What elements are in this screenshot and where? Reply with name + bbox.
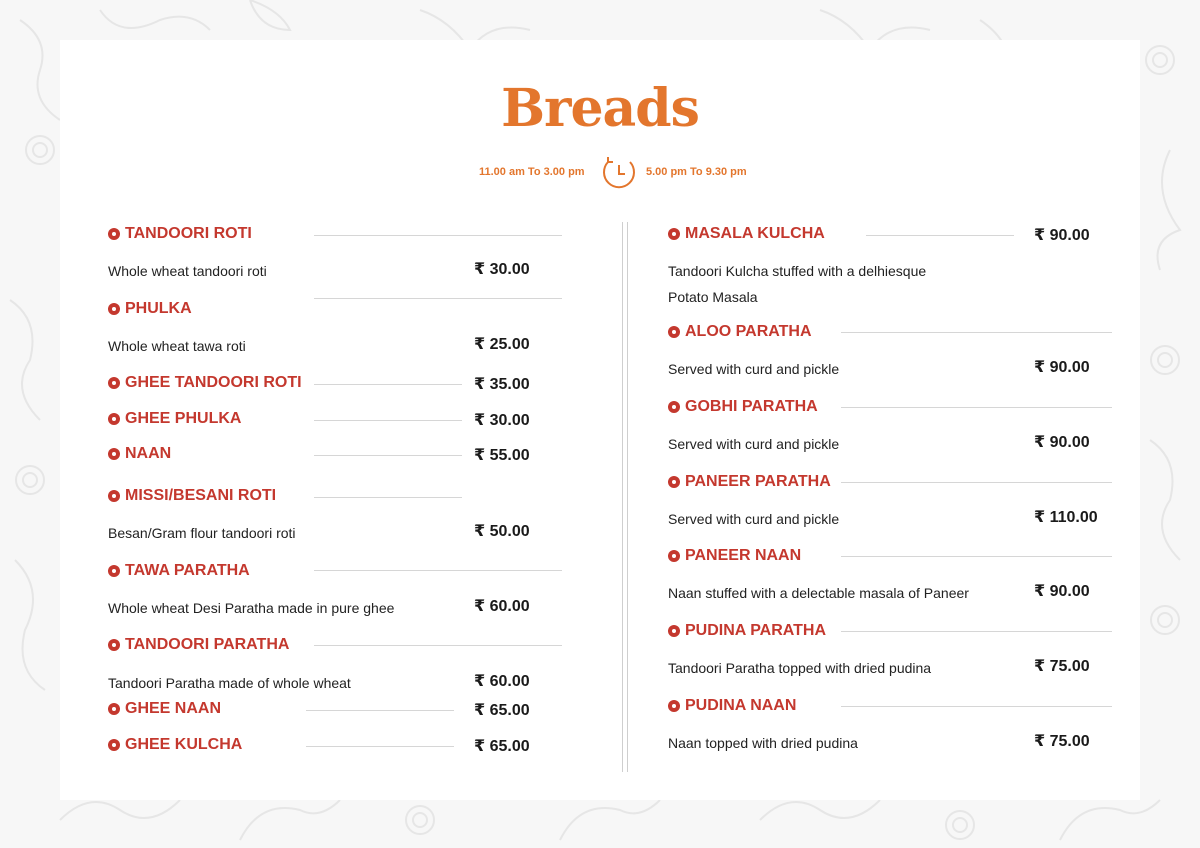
bullet-icon (668, 228, 680, 240)
divider-line (314, 455, 462, 456)
bullet-icon (108, 303, 120, 315)
item-description-continued: Potato Masala (668, 289, 758, 305)
divider-line (841, 332, 1112, 333)
item-name: GHEE KULCHA (125, 736, 243, 753)
item-description: Served with curd and pickle (668, 436, 840, 452)
item-description: Tandoori Paratha topped with dried pudina (668, 660, 932, 676)
item-description: Naan stuffed with a delectable masala of Paneer (668, 585, 969, 601)
divider-line (841, 482, 1112, 483)
item-price: ₹ 90.00 (1034, 227, 1090, 244)
divider-line (841, 631, 1112, 632)
item-price: ₹ 30.00 (474, 261, 530, 278)
item-price: ₹ 55.00 (474, 447, 530, 464)
item-price: ₹ 90.00 (1034, 359, 1090, 376)
bullet-icon (668, 401, 680, 413)
item-name: GHEE PHULKA (125, 410, 242, 427)
column-divider (622, 222, 628, 772)
bullet-icon (108, 739, 120, 751)
opening-hours (0, 154, 1200, 194)
lunch-hours: 11.00 am To 3.00 pm (479, 166, 585, 178)
item-name: ALOO PARATHA (685, 323, 812, 340)
divider-line (841, 407, 1112, 408)
item-price: ₹ 65.00 (474, 738, 530, 755)
divider-line (314, 235, 562, 236)
item-price: ₹ 30.00 (474, 412, 530, 429)
item-description: Naan topped with dried pudina (668, 735, 858, 751)
divider-line (314, 570, 562, 571)
item-description: Whole wheat Desi Paratha made in pure ghee (108, 600, 395, 616)
divider-line (866, 235, 1014, 236)
item-price: ₹ 90.00 (1034, 583, 1090, 600)
item-price: ₹ 65.00 (474, 702, 530, 719)
item-name: TAWA PARATHA (125, 562, 250, 579)
item-name: TANDOORI ROTI (125, 225, 252, 242)
bullet-icon (108, 228, 120, 240)
divider-line (314, 645, 562, 646)
divider-line (306, 746, 454, 747)
item-name: MASALA KULCHA (685, 225, 825, 242)
bullet-icon (108, 639, 120, 651)
item-name: GHEE TANDOORI ROTI (125, 374, 302, 391)
page-title: Breads (501, 78, 699, 139)
clock-icon (600, 154, 638, 192)
bullet-icon (108, 565, 120, 577)
divider-line (314, 384, 462, 385)
item-name: PHULKA (125, 300, 192, 317)
item-description: Whole wheat tawa roti (108, 338, 246, 354)
bullet-icon (668, 550, 680, 562)
item-name: TANDOORI PARATHA (125, 636, 290, 653)
item-price: ₹ 60.00 (474, 598, 530, 615)
bullet-icon (108, 413, 120, 425)
item-description: Served with curd and pickle (668, 511, 840, 527)
item-price: ₹ 35.00 (474, 376, 530, 393)
bullet-icon (668, 700, 680, 712)
item-name: GOBHI PARATHA (685, 398, 818, 415)
bullet-icon (108, 703, 120, 715)
item-price: ₹ 110.00 (1034, 509, 1098, 526)
item-price: ₹ 75.00 (1034, 733, 1090, 750)
item-description: Tandoori Paratha made of whole wheat (108, 675, 351, 691)
item-name: MISSI/BESANI ROTI (125, 487, 277, 504)
item-name: PUDINA NAAN (685, 697, 797, 714)
bullet-icon (108, 490, 120, 502)
item-name: NAAN (125, 445, 172, 462)
item-description: Tandoori Kulcha stuffed with a delhiesque (668, 263, 927, 279)
bullet-icon (108, 448, 120, 460)
bullet-icon (108, 377, 120, 389)
divider-line (314, 420, 462, 421)
item-price: ₹ 60.00 (474, 673, 530, 690)
divider-line (314, 497, 462, 498)
divider-line (841, 706, 1112, 707)
item-price: ₹ 75.00 (1034, 658, 1090, 675)
item-description: Whole wheat tandoori roti (108, 263, 267, 279)
item-price: ₹ 50.00 (474, 523, 530, 540)
bullet-icon (668, 476, 680, 488)
item-price: ₹ 25.00 (474, 336, 530, 353)
item-name: PANEER NAAN (685, 547, 802, 564)
item-name: PUDINA PARATHA (685, 622, 827, 639)
item-name: PANEER PARATHA (685, 473, 831, 490)
item-name: GHEE NAAN (125, 700, 222, 717)
divider-line (841, 556, 1112, 557)
divider-line (306, 710, 454, 711)
bullet-icon (668, 625, 680, 637)
item-description: Served with curd and pickle (668, 361, 840, 377)
bullet-icon (668, 326, 680, 338)
dinner-hours: 5.00 pm To 9.30 pm (646, 166, 747, 178)
item-description: Besan/Gram flour tandoori roti (108, 525, 296, 541)
item-price: ₹ 90.00 (1034, 434, 1090, 451)
divider-line (314, 298, 562, 299)
